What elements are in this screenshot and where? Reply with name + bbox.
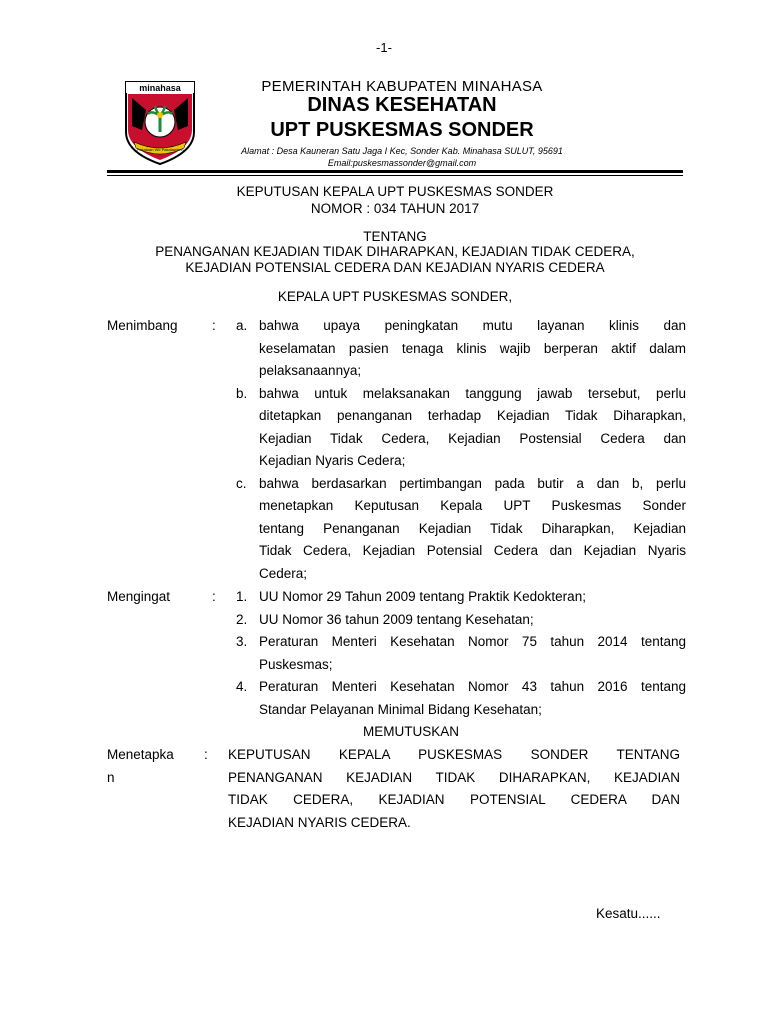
decree-title: KEPUTUSAN KEPALA UPT PUSKESMAS SONDER: [236, 184, 554, 199]
mengingat-4-line: Standar Pelayanan Minimal Bidang Kesehatan;: [259, 701, 542, 717]
mengingat-1-marker: 1.: [236, 589, 248, 604]
header-rule-thin: [107, 175, 683, 176]
decree-tentang: TENTANG: [363, 229, 427, 244]
mengingat-3-line: Puskesmas;: [259, 656, 333, 672]
menetapkan-label: Menetapka: [107, 747, 174, 762]
menetapkan-label-wrap: n: [107, 769, 115, 785]
mengingat-label: Mengingat: [107, 589, 171, 604]
menimbang-a-line: pelaksanaannya;: [259, 363, 362, 378]
header-address: Alamat : Desa Kauneran Satu Jaga I Kec, Sonder Kab. Minahasa SULUT, 95691: [241, 146, 563, 156]
menetapkan-line: KEPUTUSAN KEPALA PUSKESMAS SONDER TENTANG: [228, 747, 680, 762]
page-number: -1-: [376, 40, 392, 55]
mengingat-colon: :: [212, 589, 216, 604]
menimbang-c-line: bahwa berdasarkan pertimbangan pada butir a dan b, perlu: [259, 475, 686, 491]
menimbang-a-line: keselamatan pasien tenaga klinis wajib berperan aktif dalam: [259, 340, 686, 356]
menimbang-a-line: bahwa upaya peningkatan mutu layanan klinis dan: [259, 318, 686, 333]
header-government: PEMERINTAH KABUPATEN MINAHASA: [261, 78, 543, 95]
decree-number: NOMOR : 034 TAHUN 2017: [310, 201, 480, 216]
header-department: DINAS KESEHATAN: [307, 94, 497, 116]
menetapkan-line: TIDAK CEDERA, KEJADIAN POTENSIAL CEDERA DAN: [228, 792, 680, 807]
mengingat-3-marker: 3.: [236, 634, 248, 649]
logo-text: minahasa: [139, 83, 181, 93]
menimbang-b-line: bahwa untuk melaksanakan tanggung jawab tersebut, perlu: [259, 385, 686, 401]
next-page-indicator: Kesatu......: [596, 906, 661, 921]
menetapkan-line: KEJADIAN NYARIS CEDERA.: [228, 814, 411, 830]
menimbang-b-marker: b.: [236, 385, 248, 401]
menimbang-c-line: Cedera;: [259, 565, 308, 581]
menetapkan-colon: :: [204, 747, 208, 762]
minahasa-emblem: [124, 80, 196, 166]
menimbang-a-marker: a.: [236, 318, 248, 333]
mengingat-4-line: Peraturan Menteri Kesehatan Nomor 43 tahun 2016 tentang: [259, 679, 686, 694]
mengingat-4-marker: 4.: [236, 679, 248, 694]
menimbang-c-marker: c.: [236, 475, 247, 491]
mengingat-2-line: UU Nomor 36 tahun 2009 tentang Kesehatan;: [259, 611, 534, 627]
header-email: Email:puskesmassonder@gmail.com: [327, 158, 477, 168]
menetapkan-line: PENANGANAN KEJADIAN TIDAK DIHARAPKAN, KEJADIAN: [228, 769, 680, 785]
decree-subject-line1: PENANGANAN KEJADIAN TIDAK DIHARAPKAN, KEJADIAN TIDAK CEDERA,: [155, 244, 635, 259]
mengingat-1-line: UU Nomor 29 Tahun 2009 tentang Praktik Kedokteran;: [259, 589, 586, 604]
header-unit: UPT PUSKESMAS SONDER: [270, 119, 534, 141]
menimbang-c-line: Tidak Cedera, Kejadian Potensial Cedera dan Kejadian Nyaris: [259, 543, 686, 558]
menimbang-b-line: Kejadian Tidak Cedera, Kejadian Postensial Cedera dan: [259, 430, 686, 446]
mengingat-2-marker: 2.: [236, 611, 248, 627]
mengingat-3-line: Peraturan Menteri Kesehatan Nomor 75 tahun 2014 tentang: [259, 634, 686, 649]
menimbang-b-line: Kejadian Nyaris Cedera;: [259, 453, 406, 468]
memutuskan-heading: MEMUTUSKAN: [363, 724, 460, 739]
menimbang-colon: :: [212, 318, 216, 333]
logo-ribbon-text: Pakatuan Wo Pakalawiren: [136, 147, 184, 152]
menimbang-c-line: menetapkan Keputusan Kepala UPT Puskesmas Sonder: [259, 498, 686, 513]
decree-subject-line2: KEJADIAN POTENSIAL CEDERA DAN KEJADIAN NYARIS CEDERA: [185, 260, 605, 275]
decree-authority: KEPALA UPT PUSKESMAS SONDER,: [277, 289, 513, 304]
menimbang-b-line: ditetapkan penanganan terhadap Kejadian Tidak Diharapkan,: [259, 408, 686, 423]
header-rule: [107, 170, 683, 173]
menimbang-c-line: tentang Penanganan Kejadian Tidak Diharapkan, Kejadian: [259, 520, 686, 536]
menimbang-label: Menimbang: [107, 318, 178, 333]
